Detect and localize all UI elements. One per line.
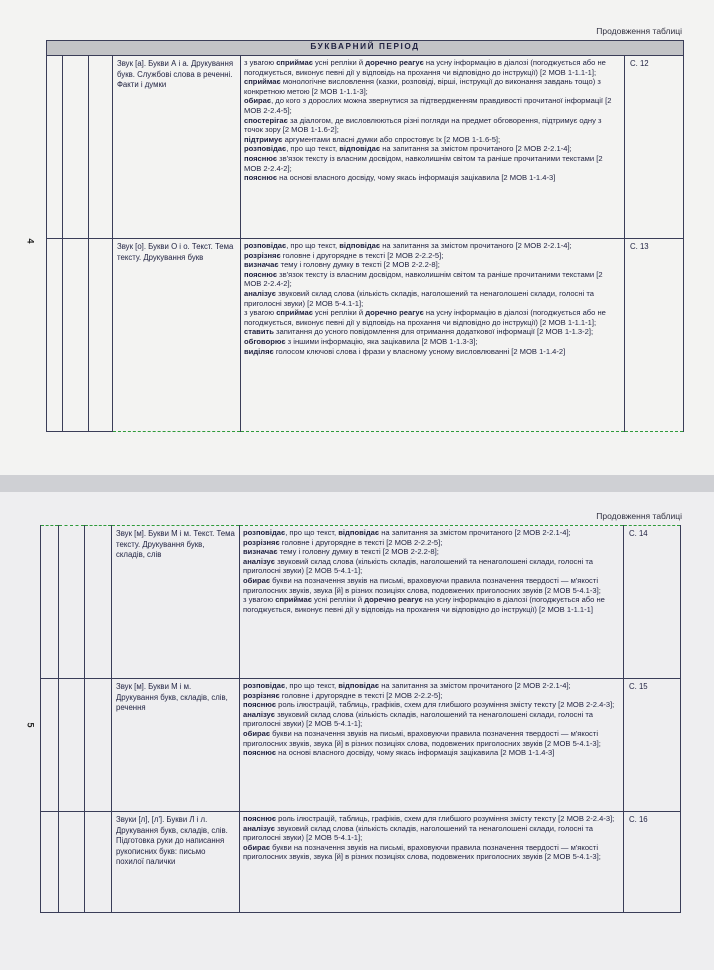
outcomes-cell (241, 56, 625, 239)
outcome-line: обирає букви на позначення звуків на письмі, враховуючи правила позначення твердості — м'якості приголосних звуків, звука [й] в різних позиціях слова, подовжених приголосних звуків [2 МОВ 5-4.1-3]; (243, 728, 601, 748)
page-number: 4 (25, 238, 36, 244)
outcome-line: визначає тему і головну думку в тексті [2 МОВ 2-2.2-8]; (243, 547, 439, 557)
section-band (47, 41, 684, 56)
outcome-line: розрізняє головне і другорядне в тексті [2 МОВ 2-2.2-5]; (243, 537, 443, 547)
outcome-line: з увагою сприймає усні репліки й доречно реагує на усну інформацію в діалозі (погоджується або не погоджується, виконує певні дії у відповідь на прохання чи відповідно до інструкції) [2 МОВ 1-1.1-1]; (244, 58, 606, 77)
table-row (47, 239, 684, 432)
topic-cell: Звук [а]. Букви А і а. Друкування букв. Службові слова в реченні. Факти і думки (113, 56, 241, 239)
outcome-line: обговорює з іншими інформацію, яка зацікавила [2 МОВ 1-1.3-3]; (244, 336, 478, 346)
outcome-line: сприймає монологічне висловлення (казки, розповіді, вірші, інструкції до виконання завдань тощо) з конкретною метою [2 МОВ 1-1.1-3]; (244, 77, 601, 96)
outcome-line: пояснює на основі власного досвіду, чому якась інформація зацікавила [2 МОВ 1-1.4-3] (243, 748, 555, 758)
page-ref-cell: С. 12 (625, 56, 684, 239)
outcome-line: ставить запитання до усного повідомлення для отримання додаткової інформації [2 МОВ 1-1.3-2]; (244, 327, 594, 337)
outcome-line: обирає, до кого з дорослих можна звернутися за підтвердженням правдивості прочитаної інформації [2 МОВ 2-2.4-5]; (244, 96, 612, 115)
outcome-line: розповідає, про що текст, відповідає на запитання за змістом прочитаного [2 МОВ 2-2.1-4]; (243, 528, 571, 537)
continuation-label: Продовження таблиці (596, 511, 682, 521)
outcome-line: пояснює на основі власного досвіду, чому якась інформація зацікавила [2 МОВ 1-1.4-3] (244, 173, 556, 183)
outcome-line: визначає тему і головну думку в тексті [2 МОВ 2-2.2-8]; (244, 260, 440, 270)
page-ref-cell: С. 16 (624, 812, 681, 913)
outcome-line: аналізує звуковий склад слова (кількість складів, наголошений та ненаголошені склади, голосні та приголосні звуки) [2 МОВ 5-4.1-1]; (243, 556, 593, 576)
outcome-line: розповідає, про що текст, відповідає на запитання за змістом прочитаного [2 МОВ 2-2.1-4]; (244, 144, 572, 154)
curriculum-table (40, 525, 681, 913)
outcome-line: пояснює роль ілюстрацій, таблиць, графіків, схем для глибшого розуміння змісту тексту [2 МОВ 2-2.4-3]; (243, 700, 615, 710)
page-ref-cell: С. 15 (624, 679, 681, 812)
page-ref-cell: С. 14 (624, 526, 681, 679)
table-row (41, 812, 681, 913)
topic-cell: Звук [о]. Букви О і о. Текст. Тема тексту. Друкування букв (113, 239, 241, 432)
outcome-line: виділяє голосом ключові слова і фрази у власному усному висловлюванні [2 МОВ 1-1.4-2] (244, 346, 566, 356)
table-row (41, 526, 681, 679)
outcomes-cell (240, 812, 624, 913)
outcomes-cell (240, 679, 624, 812)
outcome-line: спостерігає за діалогом, де висловлюються різні погляди на предмет обговорення, підтримує одну з точок зору [2 МОВ 1-1.6-2]; (244, 115, 602, 135)
outcomes-cell (241, 239, 625, 432)
table-row (47, 56, 684, 239)
outcome-line: підтримує аргументами власні думки або спростовує їх [2 МОВ 1-1.6-5]; (244, 134, 501, 144)
outcome-line: пояснює зв'язок тексту із власним досвідом, навколишнім світом та раніше прочитаними текстами [2 МОВ 2-2.4-2]; (244, 269, 603, 289)
outcome-line: аналізує звуковий склад слова (кількість складів, наголошений та ненаголошені склади, голосні та приголосні звуки) [2 МОВ 5-4.1-1]; (244, 288, 594, 308)
outcome-line: аналізує звуковий склад слова (кількість складів, наголошений та ненаголошені склади, голосні та приголосні звуки) [2 МОВ 5-4.1-1]; (243, 823, 593, 843)
page-sheet-bottom (0, 492, 714, 970)
outcome-line: розрізняє головне і другорядне в тексті [2 МОВ 2-2.2-5]; (243, 690, 443, 700)
table-row (41, 679, 681, 812)
page-sheet-top (0, 0, 714, 475)
curriculum-table (46, 40, 684, 432)
outcomes-cell (240, 526, 624, 679)
outcome-line: розповідає, про що текст, відповідає на запитання за змістом прочитаного [2 МОВ 2-2.1-4]; (244, 241, 572, 250)
topic-cell: Звуки [л], [л']. Букви Л і л. Друкування букв, складів, слів. Підготовка руки до написання рукописних букв: письмо похилої палички (112, 812, 240, 913)
page-number: 5 (25, 722, 36, 728)
topic-cell: Звук [м]. Букви М і м. Друкування букв, складів, слів, речення (112, 679, 240, 812)
outcome-line: пояснює роль ілюстрацій, таблиць, графіків, схем для глибшого розуміння змісту тексту [2 МОВ 2-2.4-3]; (243, 814, 615, 823)
outcome-line: обирає букви на позначення звуків на письмі, враховуючи правила позначення твердості — м'якості приголосних звуків, звука [й] в різних позиціях слова, подовжених приголосних звуків [2 МОВ 5-4.1-3]; (243, 842, 601, 862)
outcome-line: з увагою сприймає усні репліки й доречно реагує на усну інформацію в діалозі (погоджується або не погоджується, виконує певні дії у відповідь на прохання чи відповідно до інструкції) [2 МОВ 1-1.1-1] (243, 595, 605, 614)
page-ref-cell: С. 13 (625, 239, 684, 432)
outcome-line: розповідає, про що текст, відповідає на запитання за змістом прочитаного [2 МОВ 2-2.1-4]; (243, 681, 571, 690)
section-title: БУКВАРНИЙ ПЕРІОД (47, 41, 684, 56)
outcome-line: розрізняє головне і другорядне в тексті [2 МОВ 2-2.2-5]; (244, 250, 444, 260)
outcome-line: обирає букви на позначення звуків на письмі, враховуючи правила позначення твердості — м'якості приголосних звуків, звука [й] в різних позиціях слова, подовжених приголосних звуків [2 МОВ 5-4.1-3]; (243, 575, 601, 595)
topic-cell: Звук [м]. Букви М і м. Текст. Тема тексту. Друкування букв, складів, слів (112, 526, 240, 679)
outcome-line: з увагою сприймає усні репліки й доречно реагує на усну інформацію в діалозі (погоджується або не погоджується, виконує певні дії у відповідь на прохання чи відповідно до інструкції) [2 МОВ 1-1.1-1]; (244, 308, 606, 327)
outcome-line: аналізує звуковий склад слова (кількість складів, наголошений та ненаголошені склади, голосні та приголосні звуки) [2 МОВ 5-4.1-1]; (243, 709, 593, 729)
outcome-line: пояснює зв'язок тексту із власним досвідом, навколишнім світом та раніше прочитаними текстами [2 МОВ 2-2.4-2]; (244, 153, 603, 173)
continuation-label: Продовження таблиці (596, 26, 682, 36)
